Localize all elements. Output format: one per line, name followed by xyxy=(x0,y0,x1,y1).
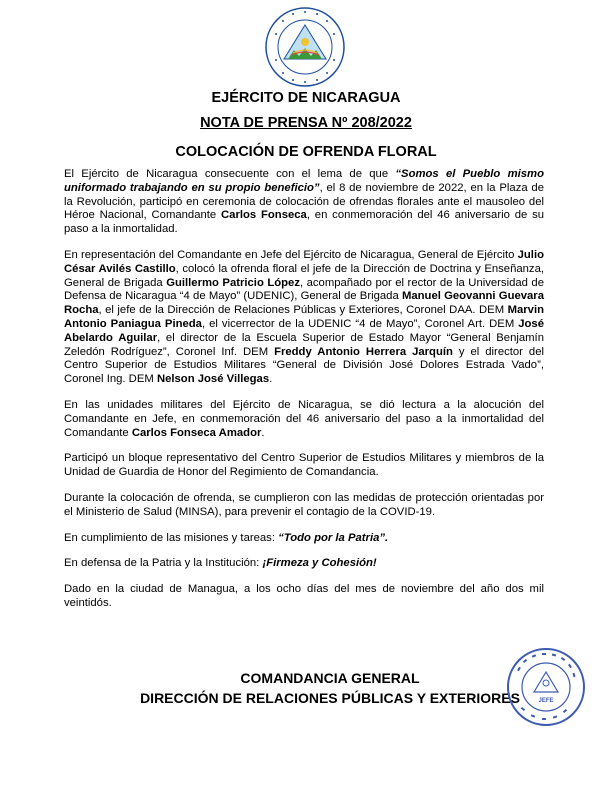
p3-text-a: En las unidades militares del Ejército de Nicaragua, se dió lectura a la alocución del Comandante en Jefe, en conmemoración del 46 aniversario del paso a la inmortalidad del Comandante xyxy=(64,398,544,439)
p2-text-f: , el director de la Escuela Superior de Estado Mayor “General Benjamín Zeledón Rodríguez”, Coronel Inf. DEM xyxy=(64,331,544,358)
p1-text-b: , el 8 de noviembre de 2022, en la Plaza de la Revolución, participó en ceremonia de colocación de ofrendas florales ante el mausoleo del Héroe Nacional, Comandante xyxy=(64,181,544,222)
press-note-subject: COLOCACIÓN DE OFRENDA FLORAL xyxy=(175,144,437,160)
paragraph-4: Participó un bloque representativo del Centro Superior de Estudios Militares y miembros de la Unidad de Guardia de Honor del Regimiento de Comandancia. xyxy=(64,452,544,479)
p6-text: En cumplimiento de las misiones y tareas: xyxy=(64,531,279,544)
paragraph-7 xyxy=(64,557,544,571)
press-note-number: NOTA DE PRENSA Nº 208/2022 xyxy=(200,115,412,131)
paragraph-3 xyxy=(64,399,544,440)
p3-name: Carlos Fonseca Amador xyxy=(131,426,262,439)
official-stamp xyxy=(505,646,587,728)
p1-text-a: El Ejército de Nicaragua consecuente con el lema de que xyxy=(64,168,396,180)
paragraph-6 xyxy=(64,532,544,546)
p2-name-1: Julio César Avilés Castillo xyxy=(64,248,544,275)
p2-text-d: , el jefe de la Dirección de Relaciones Públicas y Exteriores, Coronel DAA. DEM xyxy=(98,304,508,317)
p2-name-5: José Abelardo Aguilar xyxy=(64,317,544,344)
p6-motto: “Todo por la Patria”. xyxy=(278,531,389,544)
p2-text-e: , el vicerrector de la UDENIC “4 de Mayo”, Coronel Art. DEM xyxy=(201,317,519,330)
p2-text-b: , colocó la ofrenda floral el jefe de la Dirección de Doctrina y Enseñanza, General de Brigada xyxy=(64,262,544,289)
footer-department: DIRECCIÓN DE RELACIONES PÚBLICAS Y EXTERIORES xyxy=(140,690,520,706)
p1-motto: “Somos el Pueblo mismo uniformado trabajando en su propio beneficio” xyxy=(64,168,544,194)
p7-motto: ¡Firmeza y Cohesión! xyxy=(262,557,377,570)
p1-text-c: , en conmemoración del 46 aniversario de su paso a la inmortalidad. xyxy=(64,209,545,236)
p1-name: Carlos Fonseca xyxy=(221,209,307,222)
p2-text-c: , acompañado por el rector de la Universidad de Defensa de Nicaragua “4 de Mayo” (UDENIC), General de Brigada xyxy=(64,276,544,303)
p2-name-7: Nelson José Villegas xyxy=(156,373,270,386)
p2-name-3: Manuel Geovanni Guevara Rocha xyxy=(64,290,544,317)
p2-name-4: Marvin Antonio Paniagua Pineda xyxy=(64,304,544,330)
p3-text-b: . xyxy=(261,426,265,439)
paragraph-5: Durante la colocación de ofrenda, se cumplieron con las medidas de protección orientadas por el Ministerio de Salud (MINSA), para prevenir el contagio de la COVID-19. xyxy=(64,491,544,518)
paragraph-1 xyxy=(64,168,544,237)
p2-text-a: En representación del Comandante en Jefe del Ejército de Nicaragua, General de Ejército xyxy=(64,248,518,261)
press-note-body xyxy=(64,168,544,623)
p7-text: En defensa de la Patria y la Institución: xyxy=(64,557,263,570)
p2-text-g: y el director del Centro Superior de Estudios Militares “General de División José Dolores Estrada Vado”, Coronel Ing. DEM xyxy=(64,345,544,386)
stamp-center-text: JEFE xyxy=(538,698,554,704)
coat-of-arms-seal xyxy=(264,6,346,88)
paragraph-8-date: Dado en la ciudad de Managua, a los ocho días del mes de noviembre del año dos mil veintidós. xyxy=(64,583,544,609)
institution-title: EJÉRCITO DE NICARAGUA xyxy=(211,90,401,106)
p2-name-2: Guillermo Patricio López xyxy=(166,276,300,289)
p2-name-6: Freddy Antonio Herrera Jarquín xyxy=(274,345,453,358)
p2-text-h: . xyxy=(269,373,273,386)
paragraph-2 xyxy=(64,249,544,387)
footer-command: COMANDANCIA GENERAL xyxy=(240,670,420,686)
